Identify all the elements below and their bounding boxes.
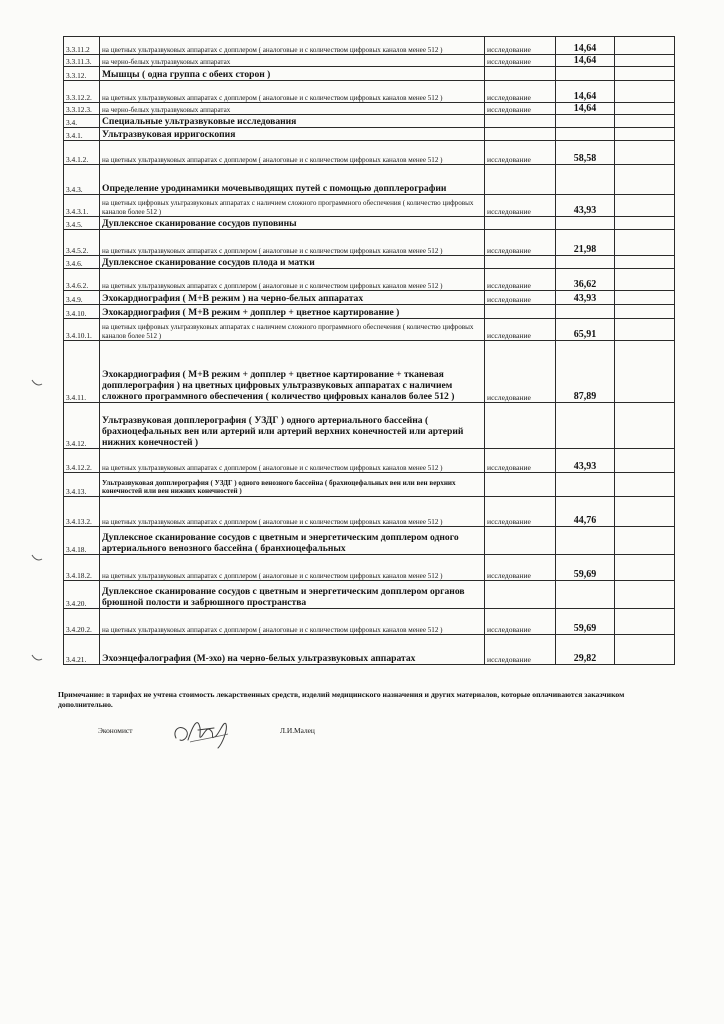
item-unit: исследование (485, 319, 556, 341)
item-unit: исследование (485, 341, 556, 403)
item-description: Ультразвуковая допплерография ( УЗДГ ) одного венозного бассейна ( брахиоцефальных вен или вен верхних конечностей или вен нижних конечностей ) (100, 473, 485, 497)
table-row (64, 55, 675, 67)
table-row (64, 165, 675, 195)
table-row (64, 67, 675, 81)
item-unit (485, 305, 556, 319)
item-code: 3.4.18.2. (64, 555, 100, 581)
footnote: Примечание: в тарифах не учтена стоимость лекарственных средств, изделий медицинского назначения и других материалов, которые оплачиваются заказчиком дополнительно. (58, 690, 625, 709)
item-description: на цветных ультразвуковых аппаратах с допплером ( аналоговые и с количеством цифровых каналов менее 512 ) (100, 37, 485, 55)
item-price: 87,89 (556, 341, 615, 403)
item-description: на цветных ультразвуковых аппаратах с допплером ( аналоговые и с количеством цифровых каналов менее 512 ) (100, 449, 485, 473)
item-code: 3.4.12. (64, 403, 100, 449)
empty-cell (615, 341, 675, 403)
empty-cell (615, 581, 675, 609)
item-price: 29,82 (556, 635, 615, 665)
empty-cell (615, 230, 675, 256)
item-code: 3.4.1.2. (64, 141, 100, 165)
item-description: на цветных ультразвуковых аппаратах с допплером ( аналоговые и с количеством цифровых каналов менее 512 ) (100, 230, 485, 256)
item-price (556, 128, 615, 141)
empty-cell (615, 635, 675, 665)
table-row (64, 37, 675, 55)
item-price: 14,64 (556, 55, 615, 67)
item-price (556, 256, 615, 269)
item-price (556, 473, 615, 497)
item-unit: исследование (485, 230, 556, 256)
item-code: 3.4.21. (64, 635, 100, 665)
item-code: 3.4.13.2. (64, 497, 100, 527)
table-row (64, 115, 675, 128)
item-code: 3.3.12.2. (64, 81, 100, 103)
item-code: 3.4.20.2. (64, 609, 100, 635)
item-code: 3.4.9. (64, 291, 100, 305)
item-price (556, 115, 615, 128)
signatory-name: Л.И.Малец (280, 726, 315, 735)
table-row (64, 497, 675, 527)
empty-cell (615, 103, 675, 115)
table-row (64, 195, 675, 217)
item-unit: исследование (485, 497, 556, 527)
table-row (64, 269, 675, 291)
empty-cell (615, 497, 675, 527)
empty-cell (615, 319, 675, 341)
item-description: Эхокардиография ( М+В режим + допплер + цветное картирование ) (100, 305, 485, 319)
item-description: на цветных ультразвуковых аппаратах с допплером ( аналоговые и с количеством цифровых каналов менее 512 ) (100, 609, 485, 635)
empty-cell (615, 403, 675, 449)
item-description: на черно-белых ультразвуковых аппаратах (100, 103, 485, 115)
margin-mark (30, 653, 44, 663)
item-description: на цветных ультразвуковых аппаратах с допплером ( аналоговые и с количеством цифровых каналов менее 512 ) (100, 497, 485, 527)
item-code: 3.4.1. (64, 128, 100, 141)
item-price: 59,69 (556, 555, 615, 581)
item-code: 3.4.11. (64, 341, 100, 403)
table-row (64, 319, 675, 341)
item-price: 43,93 (556, 291, 615, 305)
empty-cell (615, 195, 675, 217)
tariff-table (63, 36, 675, 665)
table-row (64, 609, 675, 635)
empty-cell (615, 165, 675, 195)
item-price: 59,69 (556, 609, 615, 635)
table-row (64, 81, 675, 103)
item-price (556, 165, 615, 195)
item-unit (485, 473, 556, 497)
tariff-table-body (64, 37, 675, 665)
item-price: 14,64 (556, 37, 615, 55)
item-unit (485, 128, 556, 141)
table-row (64, 527, 675, 555)
item-code: 3.4.6. (64, 256, 100, 269)
item-unit (485, 256, 556, 269)
item-unit (485, 217, 556, 230)
table-row (64, 581, 675, 609)
item-price (556, 581, 615, 609)
item-price: 65,91 (556, 319, 615, 341)
table-row (64, 128, 675, 141)
table-row (64, 305, 675, 319)
item-price (556, 403, 615, 449)
item-description: Эхокардиография ( М+В режим + допплер + цветное картирование + тканевая допплерография ) на цветных цифровых ультразвуковых аппаратах с наличием сложного программного обеспечения ( количество цифровых каналов более 512 ) (100, 341, 485, 403)
item-code: 3.4.10. (64, 305, 100, 319)
item-description: Эхокардиография ( М+В режим ) на черно-белых аппаратах (100, 291, 485, 305)
item-unit: исследование (485, 449, 556, 473)
item-unit: исследование (485, 81, 556, 103)
item-description: на цветных цифровых ультразвуковых аппаратах с наличием сложного программного обеспечения ( количество цифровых каналов более 512 ) (100, 195, 485, 217)
item-unit (485, 581, 556, 609)
empty-cell (615, 37, 675, 55)
empty-cell (615, 609, 675, 635)
item-unit (485, 115, 556, 128)
item-unit: исследование (485, 269, 556, 291)
item-unit: исследование (485, 195, 556, 217)
empty-cell (615, 449, 675, 473)
item-description: Мышцы ( одна группа с обеих сторон ) (100, 67, 485, 81)
item-price: 43,93 (556, 195, 615, 217)
table-row (64, 256, 675, 269)
item-unit: исследование (485, 141, 556, 165)
item-code: 3.3.12. (64, 67, 100, 81)
table-row (64, 635, 675, 665)
table-row (64, 217, 675, 230)
item-unit: исследование (485, 555, 556, 581)
item-code: 3.4.5.2. (64, 230, 100, 256)
item-price (556, 305, 615, 319)
item-price: 58,58 (556, 141, 615, 165)
item-description: Специальные ультразвуковые исследования (100, 115, 485, 128)
item-unit: исследование (485, 635, 556, 665)
table-row (64, 473, 675, 497)
item-code: 3.4. (64, 115, 100, 128)
empty-cell (615, 81, 675, 103)
item-price: 44,76 (556, 497, 615, 527)
table-row (64, 141, 675, 165)
item-code: 3.4.3.1. (64, 195, 100, 217)
item-description: на цветных цифровых ультразвуковых аппаратах с наличием сложного программного обеспечения ( количество цифровых каналов более 512 ) (100, 319, 485, 341)
item-description: Дуплексное сканирование сосудов пуповины (100, 217, 485, 230)
item-description: на цветных ультразвуковых аппаратах с допплером ( аналоговые и с количеством цифровых каналов менее 512 ) (100, 555, 485, 581)
empty-cell (615, 217, 675, 230)
handwritten-signature (168, 710, 240, 750)
item-code: 3.3.11.2 (64, 37, 100, 55)
item-code: 3.4.3. (64, 165, 100, 195)
item-code: 3.4.20. (64, 581, 100, 609)
table-row (64, 291, 675, 305)
table-row (64, 403, 675, 449)
empty-cell (615, 256, 675, 269)
table-row (64, 230, 675, 256)
empty-cell (615, 555, 675, 581)
item-code: 3.4.12.2. (64, 449, 100, 473)
empty-cell (615, 115, 675, 128)
item-price: 43,93 (556, 449, 615, 473)
item-price: 36,62 (556, 269, 615, 291)
item-code: 3.3.11.3. (64, 55, 100, 67)
empty-cell (615, 269, 675, 291)
item-unit (485, 403, 556, 449)
empty-cell (615, 305, 675, 319)
item-description: на цветных ультразвуковых аппаратах с допплером ( аналоговые и с количеством цифровых каналов менее 512 ) (100, 269, 485, 291)
empty-cell (615, 128, 675, 141)
item-code: 3.4.6.2. (64, 269, 100, 291)
empty-cell (615, 291, 675, 305)
table-row (64, 555, 675, 581)
item-code: 3.4.10.1. (64, 319, 100, 341)
item-code: 3.4.18. (64, 527, 100, 555)
item-description: Дуплексное сканирование сосудов с цветным и энергетическим допплером одного артериального венозного бассейна ( бранхиоцефальных (100, 527, 485, 555)
item-description: Дуплексное сканирование сосудов плода и матки (100, 256, 485, 269)
table-row (64, 449, 675, 473)
item-description: на цветных ультразвуковых аппаратах с допплером ( аналоговые и с количеством цифровых каналов менее 512 ) (100, 81, 485, 103)
item-price (556, 527, 615, 555)
item-unit: исследование (485, 291, 556, 305)
empty-cell (615, 141, 675, 165)
item-unit (485, 527, 556, 555)
table-row (64, 103, 675, 115)
item-description: Определение уродинамики мочевыводящих путей с помощью допплерографии (100, 165, 485, 195)
empty-cell (615, 473, 675, 497)
item-code: 3.3.12.3. (64, 103, 100, 115)
item-price: 14,64 (556, 103, 615, 115)
signatory-role: Экономист (98, 726, 133, 735)
item-description: Ультразвуковая ирригоскопия (100, 128, 485, 141)
empty-cell (615, 67, 675, 81)
item-unit: исследование (485, 103, 556, 115)
item-description: на черно-белых ультразвуковых аппаратах (100, 55, 485, 67)
item-unit: исследование (485, 55, 556, 67)
item-price: 21,98 (556, 230, 615, 256)
item-price: 14,64 (556, 81, 615, 103)
item-unit: исследование (485, 37, 556, 55)
margin-mark (30, 553, 44, 563)
item-unit: исследование (485, 609, 556, 635)
item-description: на цветных ультразвуковых аппаратах с допплером ( аналоговые и с количеством цифровых каналов менее 512 ) (100, 141, 485, 165)
item-unit (485, 67, 556, 81)
item-price (556, 67, 615, 81)
item-description: Дуплексное сканирование сосудов с цветным и энергетическим допплером органов брюшной полости и забрюшного пространства (100, 581, 485, 609)
margin-mark (30, 378, 44, 388)
item-code: 3.4.13. (64, 473, 100, 497)
empty-cell (615, 55, 675, 67)
item-description: Ультразвуковая допплерография ( УЗДГ ) одного артериального бассейна ( брахиоцефальных вен или артерий или артерий верхних конечностей или артерий нижних конечностей ) (100, 403, 485, 449)
empty-cell (615, 527, 675, 555)
item-description: Эхоэнцефалография (М-эхо) на черно-белых ультразвуковых аппаратах (100, 635, 485, 665)
item-unit (485, 165, 556, 195)
table-row (64, 341, 675, 403)
item-price (556, 217, 615, 230)
item-code: 3.4.5. (64, 217, 100, 230)
